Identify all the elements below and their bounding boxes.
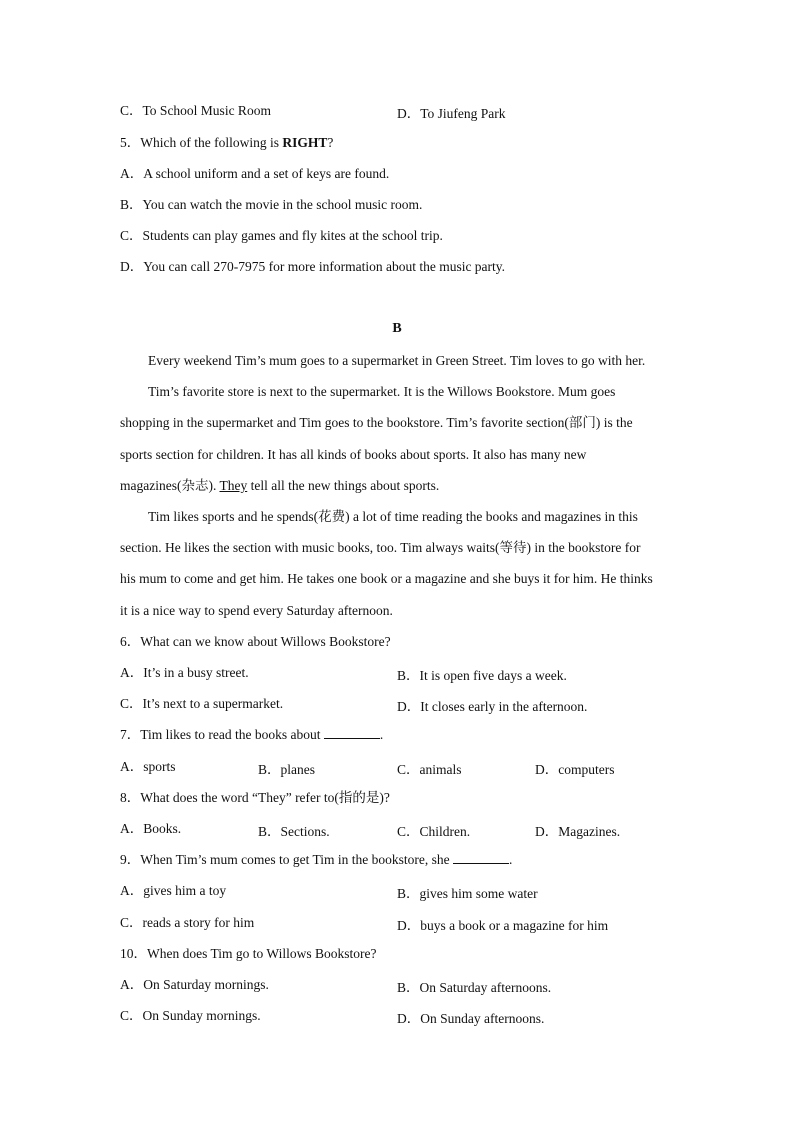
q10-option-c: C．On Sunday mornings. (120, 1008, 261, 1023)
q6-stem: 6．What can we know about Willows Bookstore? (120, 634, 391, 649)
q9-option-b: B．gives him some water (397, 886, 538, 901)
q4-option-c: C．To School Music Room (120, 103, 271, 118)
passage-p2-line3: sports section for children. It has all kinds of books about sports. It also has many new (120, 447, 587, 462)
q6-option-b: B．It is open five days a week. (397, 668, 567, 683)
underlined-word-they: They (219, 478, 248, 493)
q10-stem: 10．When does Tim go to Willows Bookstore? (120, 946, 377, 961)
q7-stem (120, 726, 383, 744)
passage-p2-line1: Tim’s favorite store is next to the supermarket. It is the Willows Bookstore. Mum goes (148, 384, 616, 399)
q9-option-d: D．buys a book or a magazine for him (397, 918, 609, 933)
q8-option-b: B．Sections. (258, 824, 330, 839)
q6-option-a: A．It’s in a busy street. (120, 665, 249, 680)
q5-stem-post: ? (327, 135, 334, 150)
q7-option-d: D．computers (535, 762, 615, 777)
q6-option-c: C．It’s next to a supermarket. (120, 696, 284, 711)
q7-option-b: B．planes (258, 762, 315, 777)
q4-option-d: D．To Jiufeng Park (397, 106, 506, 121)
q5-option-b: B．You can watch the movie in the school music room. (120, 197, 423, 212)
q9-option-a: A．gives him a toy (120, 883, 227, 898)
q10-option-d: D．On Sunday afternoons. (397, 1011, 545, 1026)
q8-stem: 8．What does the word “They” refer to(指的是)? (120, 790, 390, 805)
q7-stem-post: . (379, 727, 384, 742)
passage-p3-line3: his mum to come and get him. He takes one book or a magazine and she buys it for him. He thinks (120, 571, 653, 586)
q7-option-c: C．animals (397, 762, 462, 777)
q8-option-a: A．Books. (120, 821, 182, 836)
passage-p2-line4-post: tell all the new things about sports. (247, 478, 440, 493)
q5-stem (120, 134, 333, 152)
q9-option-c: C．reads a story for him (120, 915, 255, 930)
answer-blank (453, 851, 509, 864)
q10-option-a: A．On Saturday mornings. (120, 977, 269, 992)
q8-option-c: C．Children. (397, 824, 471, 839)
q9-stem-post: . (509, 852, 513, 867)
q9-stem (120, 851, 512, 869)
q5-option-d: D．You can call 270-7975 for more information about the music party. (120, 259, 506, 274)
q5-option-a: A．A school uniform and a set of keys are found. (120, 166, 390, 181)
q6-option-d: D．It closes early in the afternoon. (397, 699, 588, 714)
answer-blank (324, 726, 380, 739)
q5-option-c: C．Students can play games and fly kites at the school trip. (120, 228, 443, 243)
passage-p2-line4-pre: magazines(杂志). (120, 478, 220, 493)
passage-p1: Every weekend Tim’s mum goes to a supermarket in Green Street. Tim loves to go with her. (148, 353, 646, 368)
passage-p2-line2: shopping in the supermarket and Tim goes to the bookstore. Tim’s favorite section(部门) is the (120, 415, 633, 430)
section-title: B (392, 321, 402, 336)
q5-stem-bold: RIGHT (282, 135, 328, 150)
passage-p3-line4: it is a nice way to spend every Saturday afternoon. (120, 603, 393, 618)
passage-p2-line4 (120, 477, 680, 495)
q7-option-a: A．sports (120, 759, 176, 774)
q9-stem-pre: 9．When Tim’s mum comes to get Tim in the bookstore, she (120, 852, 454, 867)
passage-p3-line2: section. He likes the section with music books, too. Tim always waits(等待) in the bookstore for (120, 540, 641, 555)
q5-stem-pre: 5．Which of the following is (120, 135, 283, 150)
passage-p3-line1: Tim likes sports and he spends(花费) a lot of time reading the books and magazines in this (148, 509, 638, 524)
q10-option-b: B．On Saturday afternoons. (397, 980, 552, 995)
q8-option-d: D．Magazines. (535, 824, 621, 839)
q7-stem-pre: 7．Tim likes to read the books about (120, 727, 324, 742)
